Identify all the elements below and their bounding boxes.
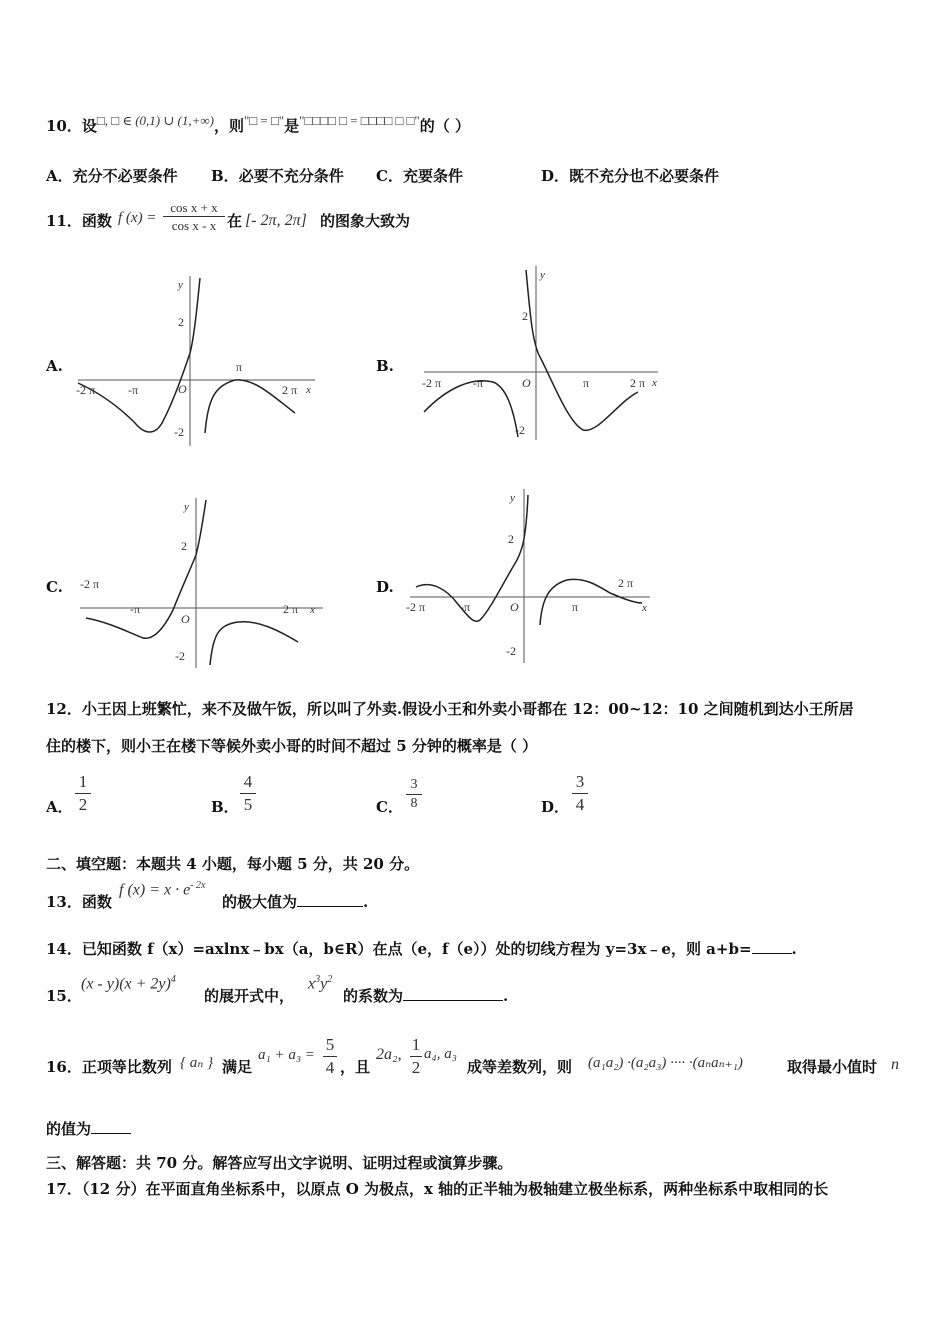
graph-c-tick-m2pi: -2 π: [80, 577, 100, 591]
graph-a-label: A.: [46, 357, 63, 375]
q16-and: ，且: [340, 1058, 371, 1076]
q10-option-d: D．既不充分也不必要条件: [541, 167, 720, 185]
graph-d-tick-2pi: 2 π: [618, 576, 634, 590]
q16-triple-a: 2a₂,: [376, 1046, 402, 1063]
graph-b-curve-right: [526, 270, 638, 430]
graph-b: [418, 262, 668, 442]
graph-d-y-label: y: [510, 492, 515, 504]
q16-line-2: 的值为: [46, 1118, 131, 1140]
q11-denominator: cos x - x: [171, 218, 217, 233]
q16-mid: 成等差数列，则: [467, 1058, 573, 1076]
graph-d-tick-m2: -2: [506, 644, 516, 658]
q10-number: 10．设: [46, 117, 97, 135]
q10-then: ，则: [213, 117, 244, 135]
q16-triple-b: a₄, a₃: [424, 1046, 457, 1062]
q12-line-2: 住的楼下，则小王在楼下等候外卖小哥的时间不超过 5 分钟的概率是（ ）: [46, 737, 538, 755]
q12-option-d-label: D．: [541, 798, 570, 816]
q11-numerator: cos x + x: [163, 199, 225, 217]
q16-fraction: $\frac{5}{4}$: [323, 1034, 337, 1079]
section-3-heading: 三、解答题：共 70 分。解答应写出文字说明、证明过程或演算步骤。: [46, 1154, 513, 1172]
q10-option-b: B．必要不充分条件: [211, 167, 344, 185]
q10-statement-2: "□□□□ □ = □□□□ □ □": [299, 113, 420, 128]
graph-c-label: C.: [46, 578, 63, 596]
graph-a-origin: O: [178, 382, 187, 396]
q11-number: 11．函数: [46, 212, 112, 230]
q13-answer-blank: [297, 892, 363, 907]
graph-b-tick-m2pi: -2 π: [422, 376, 442, 390]
q13-expression: f $(x) = x \cdot e^{- 2x}$: [119, 880, 206, 899]
graph-c-curve-right: [210, 622, 298, 665]
q12-option-b-fraction: $\frac{4}{5}$: [240, 771, 256, 816]
q10-condition: □, □ ∈ (0,1) ∪ (1,+∞): [96, 113, 214, 128]
graph-c-x-label: x: [310, 604, 315, 616]
graph-b-x-label: x: [652, 377, 657, 389]
graph-a-tick-2: 2: [178, 315, 184, 329]
graph-c-origin: O: [181, 612, 190, 626]
graph-a-tick-2pi: 2 π: [282, 383, 298, 397]
graph-b-tick-m2: -2: [515, 423, 525, 437]
q10-tail: 的（ ）: [419, 117, 470, 135]
q15-number: 15．: [46, 987, 82, 1005]
q13-tail: 的极大值为 .: [222, 893, 369, 911]
graph-c: [78, 490, 333, 670]
q12-option-d-fraction: $\frac{3}{4}$: [572, 771, 588, 816]
graph-b-tick-2: 2: [522, 309, 528, 323]
graph-d: [402, 485, 662, 665]
q16-answer-blank: [91, 1119, 131, 1134]
q11-fx: f (x) =: [118, 210, 157, 226]
graph-b-y-label: y: [540, 269, 545, 281]
graph-c-tick-mpi: -π: [130, 602, 141, 616]
q16-product: (a₁a₂) ·(a₂a₃) ···· ·(aₙaₙ₊₁): [588, 1055, 743, 1071]
graph-d-tick-pi: π: [572, 600, 579, 614]
q12-option-c-fraction: $\frac{3}{8}$: [406, 776, 422, 813]
q12-option-a-fraction: $\frac{1}{2}$: [75, 771, 91, 816]
q11-interval: [- 2π, 2π]: [245, 212, 307, 229]
graph-a-tick-m2pi: -2 π: [76, 383, 96, 397]
q11-in: 在: [227, 212, 243, 230]
graph-a: [70, 268, 330, 448]
q15-exponent: 4: [170, 974, 176, 985]
graph-d-tick-2: 2: [508, 532, 514, 546]
q12-option-a-label: A．: [46, 798, 73, 816]
q16-half: $\frac{1}{2}$: [411, 1035, 421, 1077]
q11-tail: 的图象大致为: [320, 212, 411, 230]
q16-n: n: [891, 1056, 899, 1073]
q15-answer-blank: [403, 986, 503, 1001]
graph-d-label: D.: [376, 578, 394, 596]
q12-option-b-label: B．: [211, 798, 239, 816]
graph-d-x-label: x: [642, 602, 647, 614]
q12-option-c-label: C．: [376, 798, 403, 816]
q16-tail: 取得最小值时: [787, 1058, 878, 1076]
graph-a-curve-left: [78, 278, 200, 432]
q11-fraction: [163, 199, 225, 234]
graph-b-origin: O: [522, 376, 531, 390]
q10-stem: [46, 115, 470, 138]
q14-answer-blank: [752, 939, 792, 954]
graph-a-x-label: x: [306, 384, 311, 396]
q13-exponent: - 2x: [190, 880, 206, 891]
graph-c-tick-2pi: 2 π: [283, 602, 299, 616]
q16-number: 16．正项等比数列: [46, 1058, 172, 1076]
graph-a-tick-pi: π: [236, 360, 243, 374]
q10-statement-1: "□ = □": [243, 113, 285, 128]
graph-b-label: B.: [376, 357, 394, 375]
graph-c-y-label: y: [184, 501, 189, 513]
q12-line-1: 12．小王因上班繁忙，来不及做午饭，所以叫了外卖.假设小王和外卖小哥都在 12：00~12：10 之间随机到达小王所居: [46, 700, 854, 718]
graph-d-origin: O: [510, 600, 519, 614]
q16-sequence: { aₙ }: [180, 1055, 214, 1071]
q17-stem: 17．（12 分）在平面直角坐标系中，以原点 O 为极点，x 轴的正半轴为极轴建立极坐标系，两种坐标系中取相同的长: [46, 1180, 829, 1198]
graph-d-tick-mpi: -π: [460, 600, 471, 614]
q16-satisfy: 满足: [222, 1058, 253, 1076]
q15-tail: 的系数为 .: [343, 987, 509, 1005]
graph-a-tick-mpi: -π: [128, 383, 139, 397]
q10-option-c: C．充要条件: [376, 167, 463, 185]
graph-b-tick-mpi: -π: [473, 376, 484, 390]
graph-d-tick-m2pi: -2 π: [406, 600, 426, 614]
graph-b-tick-pi: π: [583, 376, 590, 390]
graph-c-tick-m2: -2: [175, 649, 185, 663]
graph-a-tick-m2: -2: [174, 425, 184, 439]
q13-number: 13．函数: [46, 893, 112, 911]
graph-c-tick-2: 2: [181, 539, 187, 553]
graph-a-y-label: y: [178, 279, 183, 291]
q10-is: 是: [284, 117, 300, 135]
graph-b-tick-2pi: 2 π: [630, 376, 646, 390]
q15-term: $x^3y^2$: [308, 974, 333, 993]
q16-lhs: a₁ + a₃ =: [258, 1047, 315, 1063]
q15-expression: $(x - y)(x + 2y)^4$: [81, 974, 176, 993]
q10-option-a: A．充分不必要条件: [46, 167, 178, 185]
q15-mid: 的展开式中，: [204, 987, 295, 1005]
section-2-heading: 二、填空题：本题共 4 小题，每小题 5 分，共 20 分。: [46, 855, 420, 873]
q14-stem: 14．已知函数 f（x）=axlnx﹣bx（a，b∈R）在点（e，f（e））处的切线方程为 y=3x﹣e，则 a+b= .: [46, 940, 797, 958]
